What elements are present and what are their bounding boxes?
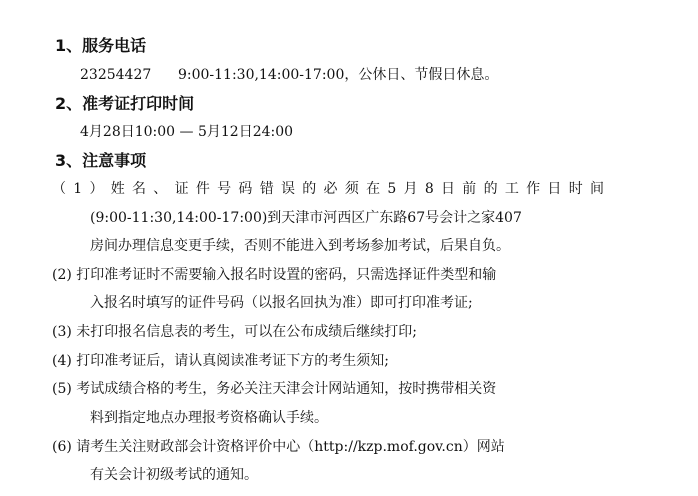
note-5-line-2: 料到指定地点办理报考资格确认手续。 <box>90 410 328 426</box>
service-phone-line: 23254427 9:00-11:30,14:00-17:00，公休日、节假日休息。 <box>80 67 499 83</box>
section-3-heading: 3、注意事项 <box>55 151 147 170</box>
note-1-line-2: (9:00-11:30,14:00-17:00)到天津市河西区广东路67号会计之家407 <box>90 210 522 226</box>
note-3-line-1: (3) 未打印报名信息表的考生，可以在公布成绩后继续打印; <box>52 324 417 340</box>
note-6-line-2: 有关会计初级考试的通知。 <box>90 467 258 483</box>
note-5-line-1: (5) 考试成绩合格的考生，务必关注天津会计网站通知，按时携带相关资 <box>52 381 497 397</box>
note-6-line-1: (6) 请考生关注财政部会计资格评价中心（http://kzp.mof.gov.cn）网站 <box>52 439 505 455</box>
note-4-line-1: (4) 打印准考证后，请认真阅读准考证下方的考生须知; <box>52 353 389 369</box>
note-2-line-1: (2) 打印准考证时不需要输入报名时设置的密码，只需选择证件类型和输 <box>52 267 497 283</box>
note-1-line-1: （1）姓名、证件号码错误的必须在5月8日前的工作日时间 <box>52 181 604 197</box>
note-2-line-2: 入报名时填写的证件号码（以报名回执为准）即可打印准考证; <box>90 295 473 311</box>
note-1-line-3: 房间办理信息变更手续，否则不能进入到考场参加考试，后果自负。 <box>90 238 510 254</box>
print-time-line: 4月28日10:00 — 5月12日24:00 <box>80 124 294 140</box>
section-2-heading: 2、准考证打印时间 <box>55 94 195 113</box>
section-1-heading: 1、服务电话 <box>55 36 147 55</box>
